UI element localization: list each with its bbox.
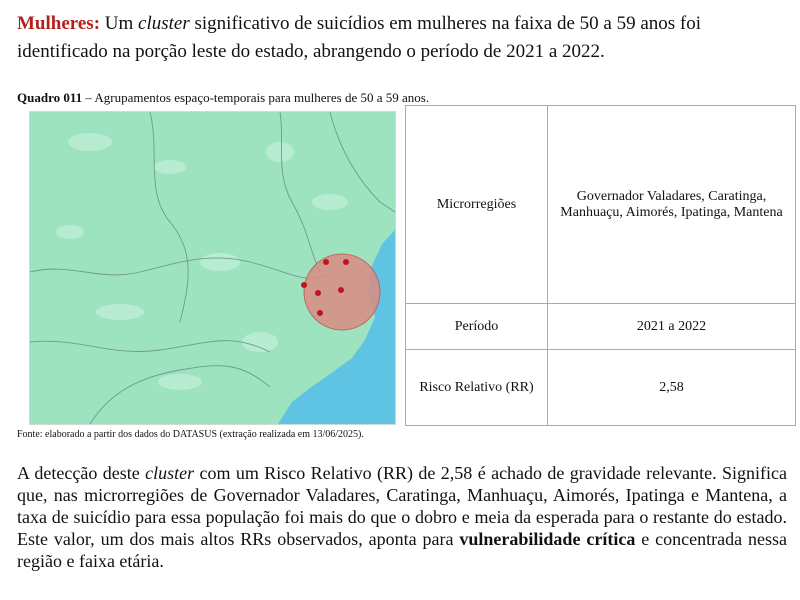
map-graphic <box>30 112 395 424</box>
table-row <box>406 304 796 350</box>
intro-text-1: Um <box>100 13 139 34</box>
body-emphasis: cluster <box>145 463 195 483</box>
caption-label: Quadro 011 <box>17 90 83 105</box>
cluster-point <box>338 287 344 293</box>
intro-text-2: significativo de suicídios em mulheres na faixa de 50 a 59 anos foi identificado na porção leste do estado, abrangendo o período de 2021 a 2022. <box>17 13 702 62</box>
table-key: Período <box>406 304 548 350</box>
source-note: Fonte: elaborado a partir dos dados do DATASUS (extração realizada em 13/06/2025). <box>17 429 364 440</box>
table-key: Risco Relativo (RR) <box>406 350 548 426</box>
intro-emphasis: cluster <box>138 13 190 34</box>
cluster-table <box>405 105 796 426</box>
body-text-3: e concentrada nessa região e faixa etária. <box>17 529 788 571</box>
table-row <box>406 106 796 304</box>
cluster-map <box>29 111 396 425</box>
figure-caption <box>17 90 429 106</box>
table-value: 2,58 <box>548 350 796 426</box>
cluster-point <box>315 290 321 296</box>
intro-paragraph <box>17 10 787 66</box>
body-text-1: A detecção deste <box>17 463 146 483</box>
intro-lead: Mulheres: <box>17 13 101 34</box>
table-value: 2021 a 2022 <box>548 304 796 350</box>
table-row <box>406 350 796 426</box>
cluster-point <box>323 259 329 265</box>
body-text-2: com um Risco Relativo (RR) de 2,58 é achado de gravidade relevante. Significa que, nas microrregiões de Governador Valadares, Caratinga, Manhuaçu, Aimorés, Ipatinga e Mantena, a taxa de suicídio para essa população foi mais do que o dobro e meia da esperada para o restante do estado. Este valor, um dos mais altos RRs observados, aponta para <box>17 463 787 549</box>
body-strong: vulnerabilidade crítica <box>459 529 636 549</box>
table-value: Governador Valadares, Caratinga, Manhuaçu, Aimorés, Ipatinga, Mantena <box>548 106 796 304</box>
body-paragraph <box>17 462 787 572</box>
table-key: Microrregiões <box>406 106 548 304</box>
cluster-point <box>317 310 323 316</box>
caption-text: – Agrupamentos espaço-temporais para mulheres de 50 a 59 anos. <box>82 90 430 105</box>
cluster-point <box>343 259 349 265</box>
cluster-point <box>301 282 307 288</box>
